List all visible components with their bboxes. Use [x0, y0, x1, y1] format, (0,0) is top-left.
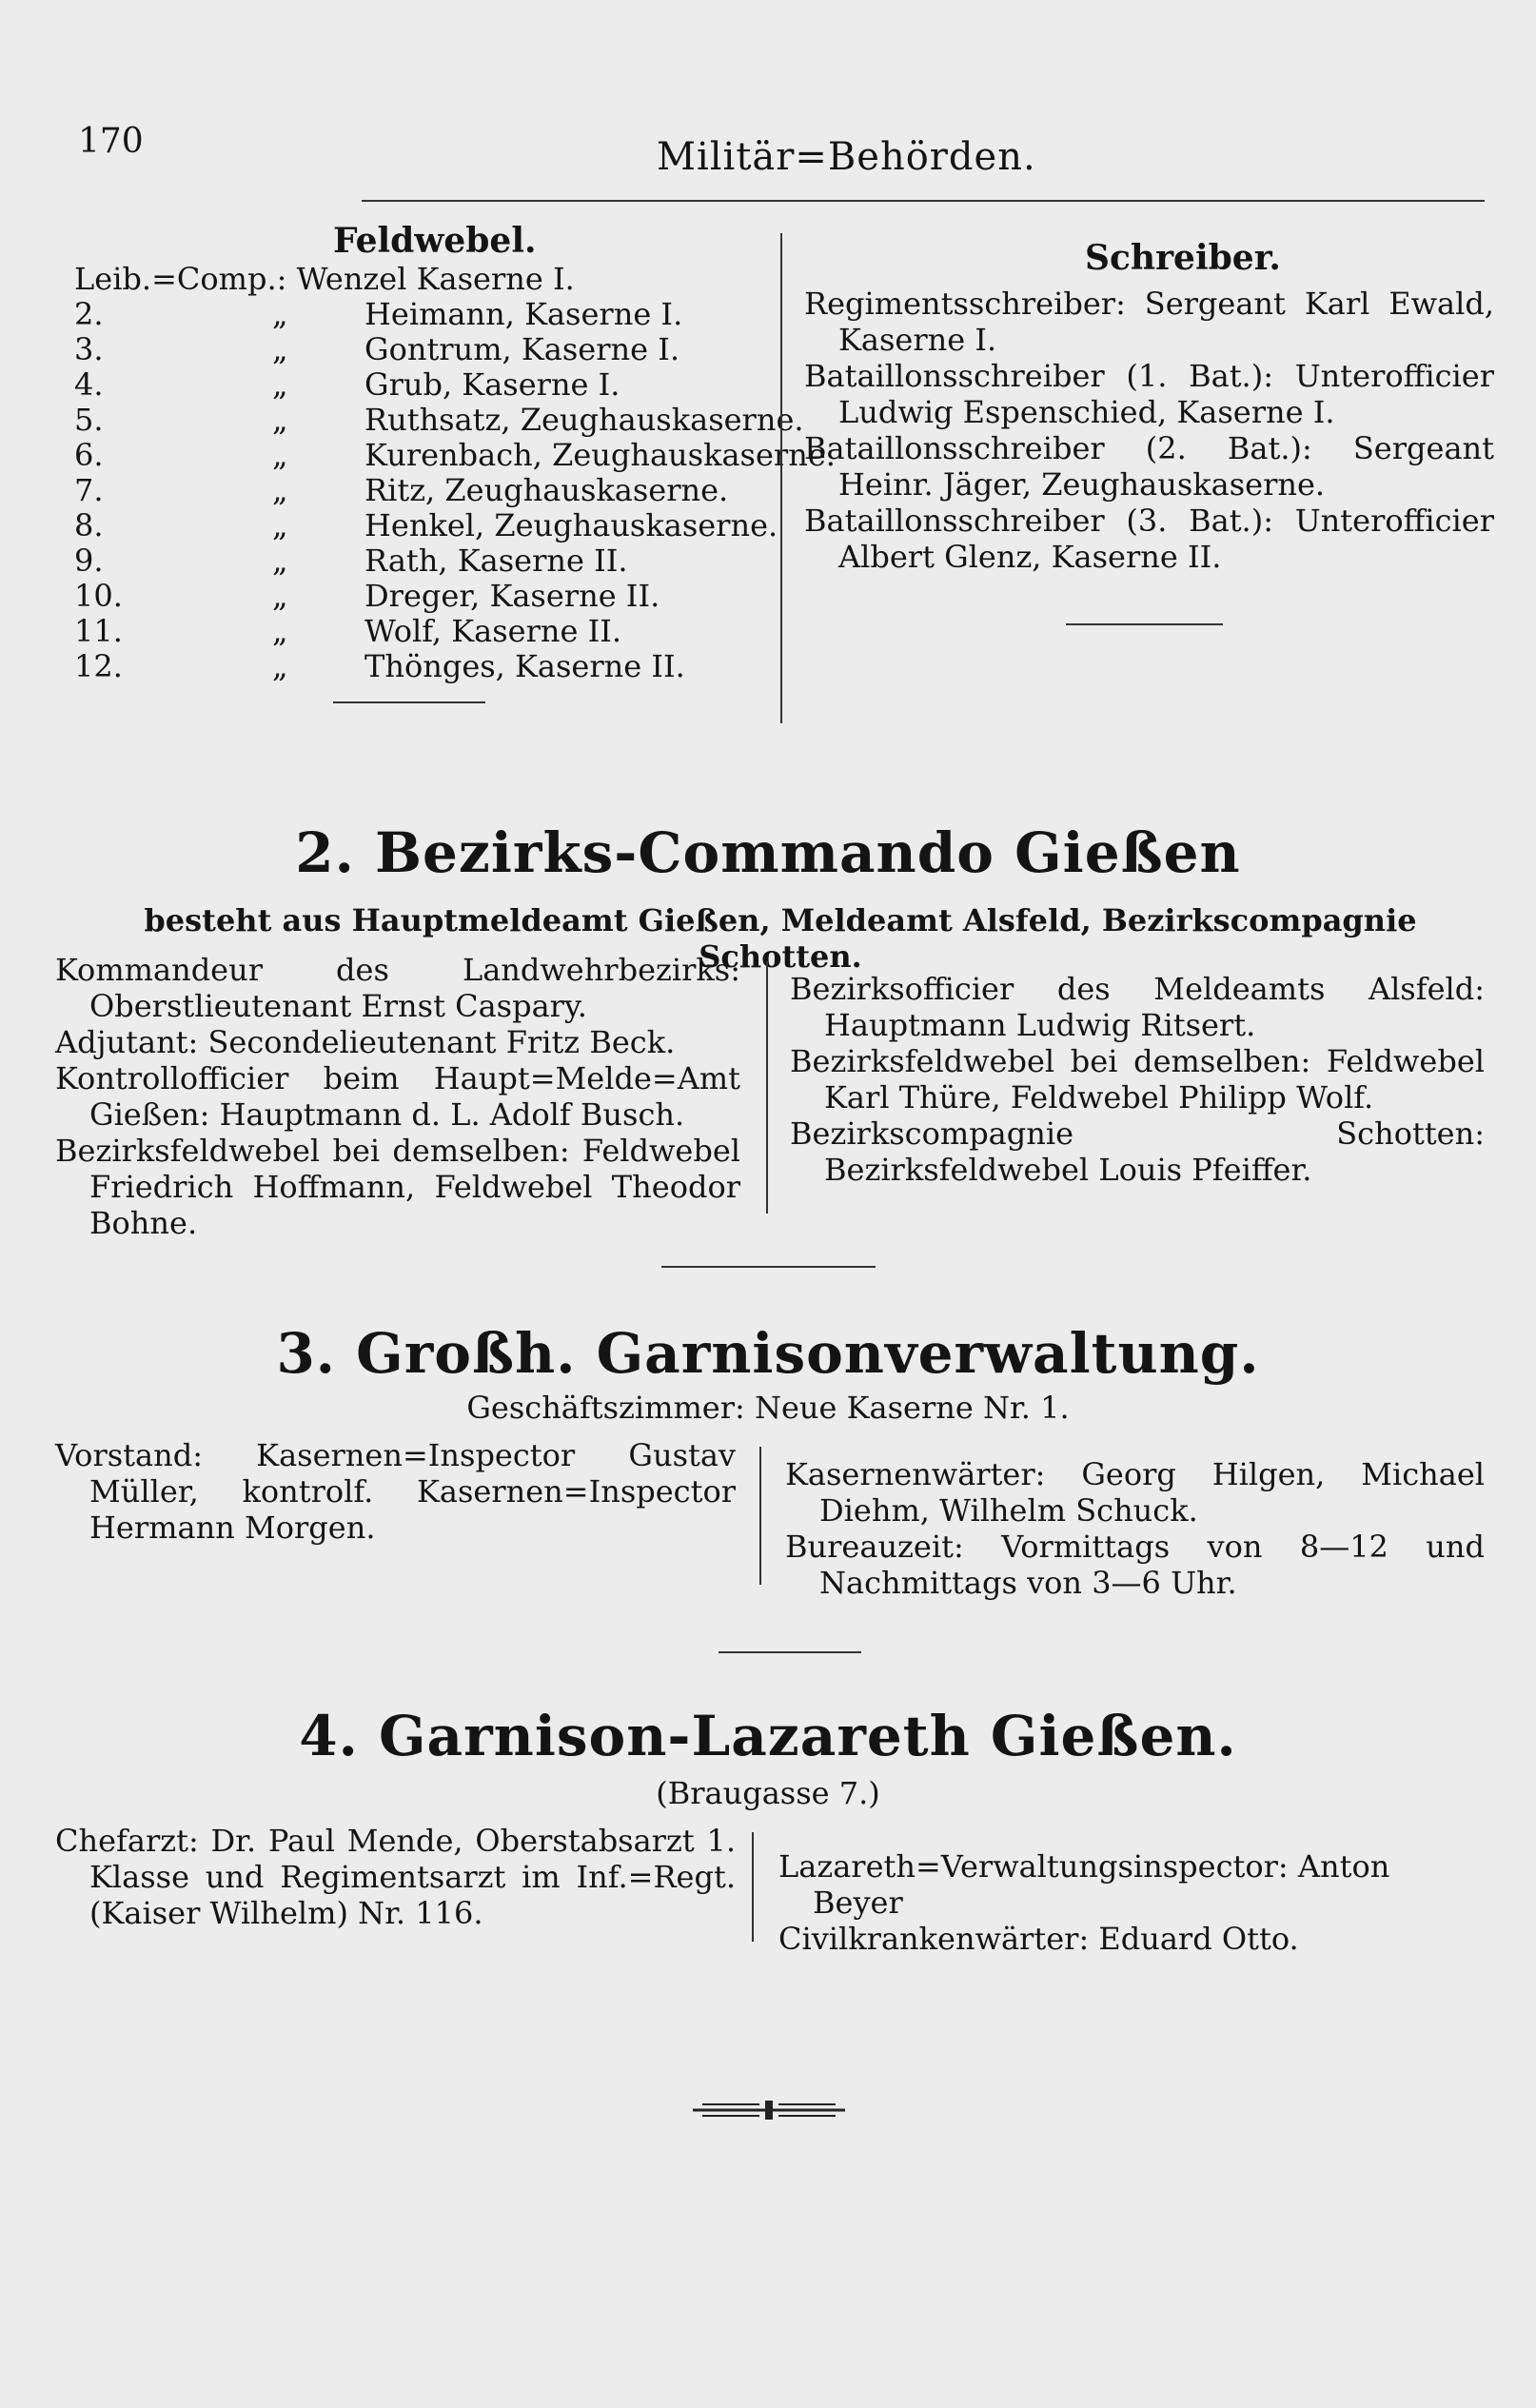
feldwebel-row: 3. „ Gontrum, Kaserne I. [74, 331, 680, 367]
section-4-subtitle: (Braugasse 7.) [656, 1775, 880, 1811]
section-4-right-entry: Civilkrankenwärter: Eduard Otto. [778, 1921, 1299, 1957]
closing-ornament-icon [693, 2099, 845, 2122]
section-4-left [55, 1823, 736, 1931]
feldwebel-row: 4. „ Grub, Kaserne I. [74, 366, 620, 403]
feldwebel-row: 2. „ Heimann, Kaserne I. [74, 296, 683, 332]
section-2-left-entry: Bezirksfeldwebel bei demselben: Feldwebel Friedrich Hoffmann, Feldwebel Theodor Bohne. [55, 1133, 740, 1241]
feldwebel-row: Leib.=Comp.: Wenzel Kaserne I. [74, 261, 575, 297]
schreiber-end-rule [1066, 623, 1223, 625]
section-2-right-entry: Bezirkscompagnie Schotten: Bezirksfeldwebel Louis Pfeiffer. [790, 1115, 1485, 1188]
section-3-title: 3. Großh. Garnisonverwaltung. [276, 1321, 1260, 1386]
section-2-left-entry: Adjutant: Secondelieutenant Fritz Beck. [55, 1024, 676, 1060]
schreiber-list [804, 286, 1494, 575]
column-divider [766, 961, 768, 1214]
column-divider [780, 233, 782, 723]
section-2-subtitle: besteht aus Hauptmeldeamt Gießen, Meldeamt Alsfeld, Bezirkscompagnie Schotten. [144, 902, 1417, 975]
schreiber-entry: Bataillonsschreiber (3. Bat.): Unterofficier Albert Glenz, Kaserne II. [804, 503, 1494, 575]
header-rule [362, 200, 1485, 202]
section-2-right-entry: Bezirksofficier des Meldeamts Alsfeld: Hauptmann Ludwig Ritsert. [790, 971, 1485, 1043]
feldwebel-row: 11. „ Wolf, Kaserne II. [74, 613, 622, 649]
schreiber-heading: Schreiber. [1085, 238, 1281, 278]
column-divider [759, 1447, 761, 1585]
section-2-left-entry: Kommandeur des Landwehrbezirks: Oberstlieutenant Ernst Caspary. [55, 952, 740, 1024]
schreiber-entry: Regimentsschreiber: Sergeant Karl Ewald, Kaserne I. [804, 286, 1494, 358]
section-4-right [778, 1848, 1487, 1957]
feldwebel-row: 9. „ Rath, Kaserne II. [74, 543, 628, 579]
section-3-right-entry: Bureauzeit: Vormittags von 8—12 und Nachmittags von 3—6 Uhr. [785, 1529, 1485, 1601]
section-3-right-entry: Kasernenwärter: Georg Hilgen, Michael Diehm, Wilhelm Schuck. [785, 1456, 1485, 1529]
feldwebel-row: 5. „ Ruthsatz, Zeughauskaserne. [74, 402, 804, 438]
section-3-left-entry: Vorstand: Kasernen=Inspector Gustav Müller, kontrolf. Kasernen=Inspector Hermann Morgen. [55, 1437, 736, 1546]
feldwebel-row: 8. „ Henkel, Zeughauskaserne. [74, 507, 778, 543]
section-3-left [55, 1437, 736, 1546]
schreiber-entry: Bataillonsschreiber (2. Bat.): Sergeant Heinr. Jäger, Zeughauskaserne. [804, 430, 1494, 503]
column-divider [752, 1832, 754, 1942]
section-3-subtitle: Geschäftszimmer: Neue Kaserne Nr. 1. [466, 1390, 1070, 1426]
feldwebel-end-rule [333, 701, 485, 703]
schreiber-entry: Bataillonsschreiber (1. Bat.): Unterofficier Ludwig Espenschied, Kaserne I. [804, 358, 1494, 430]
section-4-title: 4. Garnison-Lazareth Gießen. [299, 1704, 1237, 1768]
section-2-end-rule [661, 1266, 876, 1268]
section-4-right-entry: Lazareth=Verwaltungsinspector: Anton Beyer [778, 1848, 1390, 1921]
section-2-title: 2. Bezirks-Commando Gießen [295, 820, 1241, 885]
section-2-left [55, 952, 740, 1241]
page-number: 170 [78, 122, 144, 161]
feldwebel-row: 6. „ Kurenbach, Zeughauskaserne. [74, 437, 836, 473]
feldwebel-row: 10. „ Dreger, Kaserne II. [74, 578, 660, 614]
section-2-right-entry: Bezirksfeldwebel bei demselben: Feldwebel Karl Thüre, Feldwebel Philipp Wolf. [790, 1043, 1485, 1115]
running-title: Militär=Behörden. [657, 135, 1036, 179]
feldwebel-row: 7. „ Ritz, Zeughauskaserne. [74, 472, 729, 508]
section-3-right [785, 1456, 1485, 1601]
section-2-left-entry: Kontrollofficier beim Haupt=Melde=Amt Gießen: Hauptmann d. L. Adolf Busch. [55, 1060, 740, 1133]
section-2-right [790, 971, 1485, 1188]
feldwebel-row: 12. „ Thönges, Kaserne II. [74, 648, 685, 684]
section-4-left-entry: Chefarzt: Dr. Paul Mende, Oberstabsarzt 1. Klasse und Regimentsarzt im Inf.=Regt. (Kaiser Wilhelm) Nr. 116. [55, 1823, 736, 1931]
section-3-end-rule [719, 1651, 861, 1653]
feldwebel-heading: Feldwebel. [333, 221, 537, 261]
